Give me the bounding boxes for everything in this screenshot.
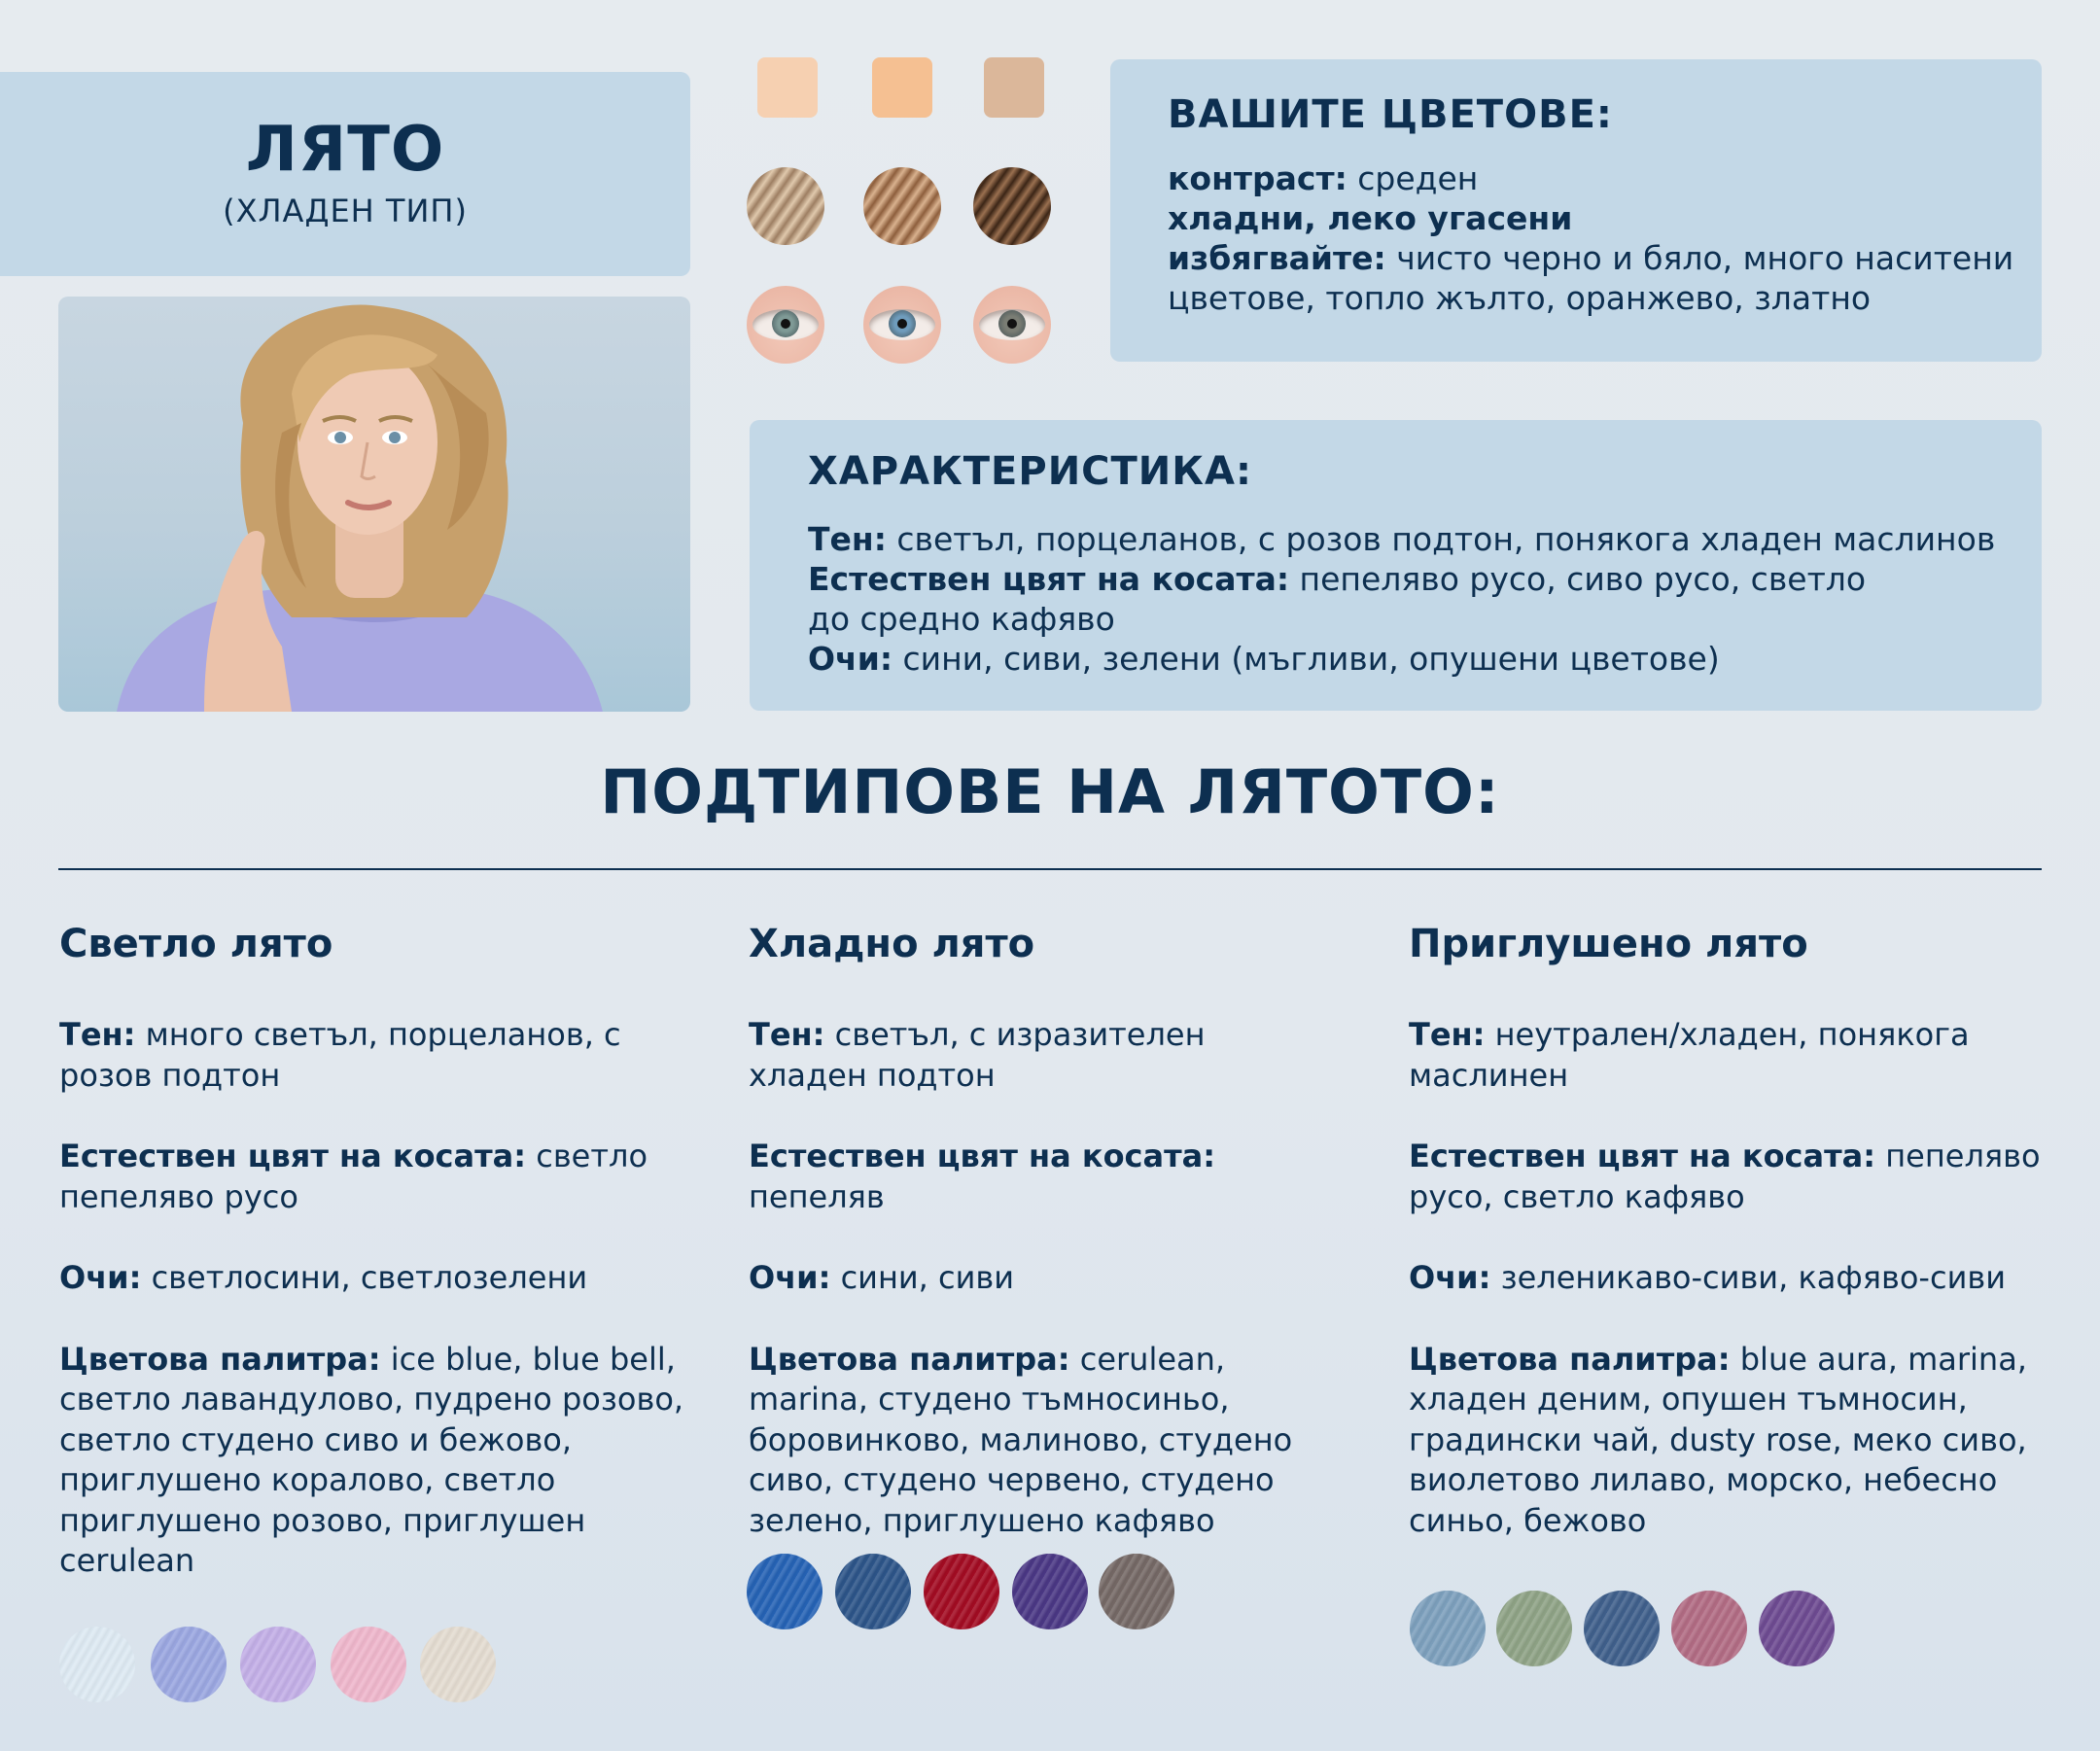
avoid-value: чисто черно и бяло, много наситени [1385, 239, 2014, 277]
subtype-title: Хладно лято [749, 922, 1035, 966]
avoid-label: избягвайте: [1168, 239, 1386, 277]
subtype-eyes [1409, 1258, 2041, 1299]
subtype-hair-value: светло пепеляво русо [59, 1138, 648, 1215]
eyes-label: Очи: [808, 640, 893, 678]
eye-swatch-blue [863, 286, 941, 364]
palette-swatch [1012, 1554, 1088, 1629]
page-subtitle: (ХЛАДЕН ТИП) [223, 193, 468, 229]
subtype-soft-summer [1409, 922, 2041, 1582]
subtype-hair-label: Естествен цвят на косата: [1409, 1138, 1876, 1174]
contrast-line [1168, 158, 2013, 198]
subtype-eyes-value: зеленикаво-сиви, кафяво-сиви [1490, 1259, 2007, 1296]
skin-tone-swatch-peach [872, 57, 932, 118]
hair-line-2: до средно кафяво [808, 600, 1115, 638]
avoid-line-2: цветове, топло жълто, оранжево, златно [1168, 279, 1872, 317]
palette-swatch [1496, 1591, 1572, 1666]
palette-swatch [240, 1627, 316, 1702]
palette-swatch [1099, 1554, 1174, 1629]
palette-swatch [331, 1627, 406, 1702]
palette-swatch [59, 1627, 135, 1702]
subtype-palette [1409, 1340, 2041, 1542]
subtype-skin [749, 1015, 1332, 1096]
contrast-label: контраст: [1168, 159, 1348, 197]
eye-swatch-grey-green [747, 286, 824, 364]
subtype-eyes-value: светлосини, светлозелени [141, 1259, 588, 1296]
subtype-palette [749, 1340, 1332, 1542]
subtype-palette [59, 1340, 691, 1582]
subtype-eyes-label: Очи: [749, 1259, 831, 1296]
subtype-cool-summer [749, 922, 1332, 1582]
characteristics-heading: ХАРАКТЕРИСТИКА: [808, 449, 1252, 494]
subtype-title: Светло лято [59, 922, 333, 966]
subtype-eyes-label: Очи: [59, 1259, 142, 1296]
skin-label: Тен: [808, 520, 887, 558]
hair-value: пепеляво русо, сиво русо, светло [1289, 560, 1867, 598]
hair-line [808, 559, 1995, 599]
subtype-skin-label: Тен: [749, 1016, 825, 1053]
skin-line [808, 519, 1995, 559]
skin-tone-swatch-beige [984, 57, 1044, 118]
page-title: ЛЯТО [245, 114, 445, 186]
subtype-hair [59, 1137, 691, 1217]
subtype-palette-value: ice blue, blue bell, светло лавандулово, пудрено розово, светло студено сиво и бежово, приглушено коралово, светло приглушено розово, приглушен cerulean [59, 1340, 684, 1579]
subtype-hair-value: пепеляво русо, светло кафяво [1409, 1138, 2041, 1215]
contrast-value: среден [1347, 159, 1479, 197]
subtype-title: Приглушено лято [1409, 922, 1808, 966]
portrait-photo [58, 297, 690, 712]
hair-swatch-ash-blonde [747, 167, 824, 245]
your-colors-panel [1110, 59, 2042, 362]
subtype-skin-value: светъл, с изразителен хладен подтон [749, 1016, 1206, 1094]
subtype-skin-label: Тен: [59, 1016, 136, 1053]
subtype-palette-label: Цветова палитра: [59, 1340, 381, 1378]
subtype-palette-label: Цветова палитра: [1409, 1340, 1731, 1378]
subtype-skin [59, 1015, 691, 1096]
cool-muted-line: хладни, леко угасени [1168, 199, 1573, 237]
palette-swatch [1671, 1591, 1747, 1666]
subtype-hair-value: пепеляв [749, 1177, 885, 1215]
subtype-hair [1409, 1137, 2041, 1217]
subtype-skin [1409, 1015, 2041, 1096]
subtype-eyes [749, 1258, 1332, 1299]
subtype-palette-label: Цветова палитра: [749, 1340, 1070, 1378]
title-panel [0, 72, 690, 276]
eyes-value: сини, сиви, зелени (мъгливи, опушени цветове) [892, 640, 1720, 678]
your-colors-heading: ВАШИТЕ ЦВЕТОВЕ: [1168, 92, 1613, 137]
palette-swatch [835, 1554, 911, 1629]
hair-swatch-medium-brown [973, 167, 1051, 245]
subtype-eyes-label: Очи: [1409, 1259, 1491, 1296]
characteristics-panel [750, 420, 2042, 711]
eyes-line [808, 639, 1995, 679]
avoid-line [1168, 238, 2013, 278]
subtype-light-summer [59, 922, 691, 1623]
subtype-hair-label: Естествен цвят на косата: [749, 1138, 1216, 1174]
subtype-skin-value: много светъл, порцеланов, с розов подтон [59, 1016, 621, 1094]
eye-swatch-grey [973, 286, 1051, 364]
palette-swatch [151, 1627, 227, 1702]
subtype-palette-value: blue aura, marina, хладен деним, опушен тъмносин, градински чай, dusty rose, меко сиво, виолетово лилаво, морско, небесно синьо, бежово [1409, 1340, 2027, 1539]
subtype-skin-label: Тен: [1409, 1016, 1486, 1053]
subtypes-heading: ПОДТИПОВЕ НА ЛЯТОТО: [600, 756, 1500, 827]
palette-swatch [1759, 1591, 1835, 1666]
palette-swatch [1410, 1591, 1486, 1666]
subtype-skin-value: неутрален/хладен, понякога маслинен [1409, 1016, 1970, 1094]
palette-swatch [924, 1554, 999, 1629]
subtype-eyes-value: сини, сиви [830, 1259, 1015, 1296]
skin-tone-swatch-light [757, 57, 818, 118]
palette-swatch [747, 1554, 822, 1629]
subtype-hair-label: Естествен цвят на косата: [59, 1138, 527, 1174]
hair-label: Естествен цвят на косата: [808, 560, 1290, 598]
palette-swatch [420, 1627, 496, 1702]
subtype-palette-value: cerulean, marina, студено тъмносиньо, боровинково, малиново, студено сиво, студено червено, студено зелено, приглушено кафяво [749, 1340, 1293, 1539]
portrait-illustration [58, 297, 690, 712]
skin-value: светъл, порцеланов, с розов подтон, понякога хладен маслинов [886, 520, 1996, 558]
palette-swatch [1584, 1591, 1660, 1666]
subtype-hair [749, 1137, 1332, 1217]
subtype-eyes [59, 1258, 691, 1299]
divider [58, 868, 2042, 870]
hair-swatch-light-brown [863, 167, 941, 245]
